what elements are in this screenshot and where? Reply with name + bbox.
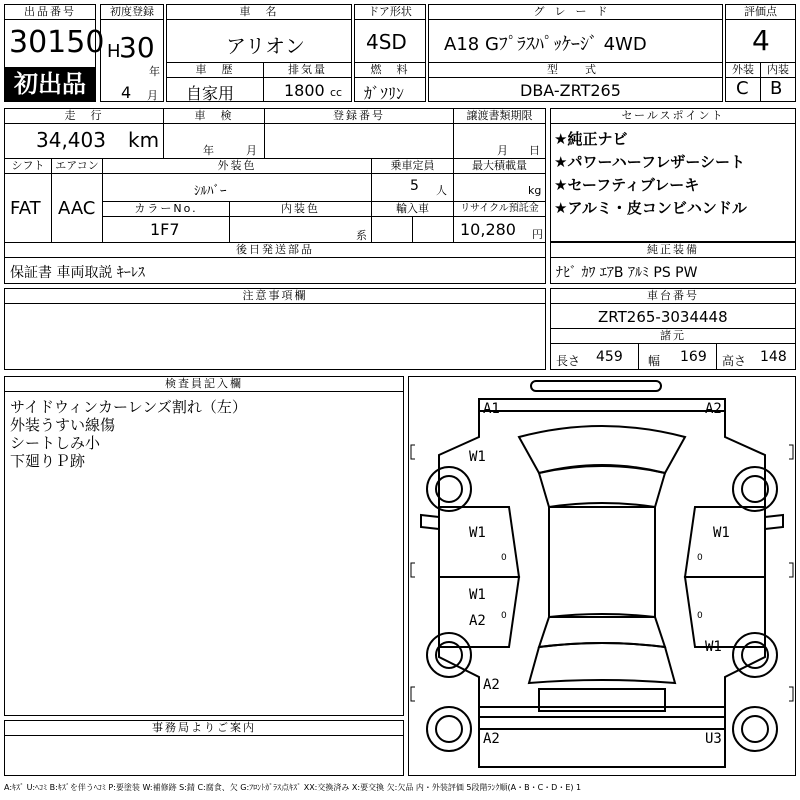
era: H	[107, 41, 121, 62]
notes-label: 注意事項欄	[4, 288, 546, 304]
fuel: ｶﾞｿﾘﾝ	[364, 84, 405, 103]
sales-point: ★アルミ・皮コンビハンドル	[554, 199, 747, 217]
ac: AAC	[58, 198, 96, 219]
shift: FAT	[10, 198, 41, 219]
length-label: 長さ	[556, 354, 581, 368]
sales-point: ★純正ナビ	[554, 130, 628, 148]
transfer-month-unit: 月	[497, 144, 508, 157]
mark-w1-left-door: W1	[469, 525, 486, 541]
model-label: 型 式	[428, 62, 723, 78]
int-color-label: 内装色	[229, 201, 372, 217]
specs-label: 諸元	[550, 328, 796, 344]
score-label: 評価点	[725, 4, 796, 20]
displacement-label: 排気量	[263, 62, 352, 78]
int-color-unit: 系	[356, 229, 367, 242]
load-label: 最大積載量	[453, 158, 546, 174]
exterior-label: 外装	[725, 62, 761, 78]
lot-number: 30150	[9, 25, 105, 60]
later-parts: 保証書 車両取説 ｷｰﾚｽ	[10, 265, 145, 281]
inspector-note: サイドウィンカーレンズ割れ（左）	[10, 398, 247, 416]
inspector-label: 検査員記入欄	[4, 376, 404, 392]
month-unit: 月	[147, 89, 158, 102]
recycle-label: リサイクル預託金	[453, 201, 546, 217]
width: 169	[680, 349, 707, 365]
height: 148	[760, 349, 787, 365]
grade: A18 Gﾌﾟﾗｽﾊﾟｯｹｰｼﾞ 4WD	[444, 34, 647, 55]
mark-zero: 0	[697, 611, 703, 621]
displacement: 1800	[284, 81, 325, 100]
inspector-note: 外装うすい線傷	[10, 416, 116, 434]
sales-points-label: セールスポイント	[550, 108, 796, 124]
legend: A:ｷｽﾞ U:ﾍｺﾐ B:ｷｽﾞを伴うﾍｺﾐ P:要塗装 W:補修跡 S:錆 C:腐食、欠 G:ﾌﾛﾝﾄｶﾞﾗｽ点ｷｽﾞ XX:交換済み X:要交換 欠:欠品 内・外装評価 5段階ﾗﾝｸ順(A・B・C・D・E) 1	[4, 783, 582, 792]
fuel-label: 燃 料	[354, 62, 426, 78]
lot-number-box	[4, 4, 105, 102]
chassis-label: 車台番号	[550, 288, 796, 304]
mark-a2-front-right: A2	[705, 401, 722, 417]
model: DBA-ZRT265	[520, 81, 621, 100]
ext-color: ｼﾙﾊﾞｰ	[194, 184, 227, 199]
mark-u3-rear-right: U3	[705, 731, 722, 747]
mark-a2-left-rear-door: A2	[469, 613, 486, 629]
mark-zero: 0	[501, 611, 507, 621]
mark-w1-right-door: W1	[713, 525, 730, 541]
inspector-note: シートしみ小	[10, 434, 101, 452]
mileage: 34,403	[36, 128, 106, 152]
office-label: 事務局よりご案内	[4, 720, 404, 736]
grade-label: グレード	[428, 4, 723, 20]
shift-label: シフト	[4, 158, 52, 174]
car-name: アリオン	[226, 34, 305, 58]
recycle-unit: 円	[532, 228, 543, 241]
ext-color-label: 外装色	[102, 158, 372, 174]
car-name-label: 車 名	[166, 4, 352, 20]
mark-a1: A1	[483, 401, 500, 417]
inspection-label: 車 検	[163, 108, 265, 124]
capacity-unit: 人	[436, 184, 447, 197]
inspection-year-unit: 年	[203, 144, 214, 157]
chassis-number: ZRT265-3034448	[598, 308, 728, 326]
mark-w1-left-rear-door: W1	[469, 587, 486, 603]
year: 30	[119, 31, 155, 64]
score: 4	[752, 24, 770, 57]
load-unit: kg	[528, 184, 542, 197]
transfer-label: 譲渡書類期限	[453, 108, 546, 124]
reg-no-label: 登録番号	[264, 108, 454, 124]
ac-label: エアコン	[51, 158, 103, 174]
mark-w1-front-left: W1	[469, 449, 486, 465]
color-no: 1F7	[150, 220, 180, 239]
history: 自家用	[186, 84, 235, 103]
capacity-label: 乗車定員	[371, 158, 454, 174]
displacement-unit: cc	[330, 86, 343, 99]
import-label: 輸入車	[371, 201, 454, 217]
history-label: 車 歴	[166, 62, 264, 78]
interior-score: B	[770, 78, 783, 99]
lot-number-label: 出品番号	[4, 4, 96, 20]
mark-zero: 0	[697, 553, 703, 563]
door: 4SD	[366, 30, 407, 54]
first-registration-box	[100, 4, 164, 102]
sales-point: ★セーフティブレーキ	[554, 176, 700, 194]
color-no-label: カラーNo.	[102, 201, 230, 217]
first-registration-label: 初度登録	[100, 4, 164, 20]
inspector-note: 下廻りＰ跡	[10, 452, 86, 470]
year-unit: 年	[149, 65, 160, 78]
mark-a2-left-quarter: A2	[483, 677, 500, 693]
length: 459	[596, 349, 623, 365]
mileage-unit: km	[128, 128, 160, 152]
condition-diagram	[408, 376, 796, 776]
car-outline	[409, 377, 795, 775]
door-label: ドア形状	[354, 4, 426, 20]
transfer-day-unit: 日	[529, 144, 540, 157]
sales-point: ★パワーハーフレザーシート	[554, 153, 746, 171]
later-parts-label: 後日発送部品	[4, 242, 546, 258]
height-label: 高さ	[722, 354, 747, 368]
interior-label: 内装	[760, 62, 796, 78]
recycle: 10,280	[460, 220, 516, 239]
equipment: ﾅﾋﾞ ｶﾜ ｴｱB ｱﾙﾐ PS PW	[556, 265, 698, 281]
equipment-label: 純正装備	[550, 242, 796, 258]
first-listing-badge: 初出品	[5, 67, 95, 101]
month: 4	[121, 83, 132, 102]
width-label: 幅	[648, 354, 661, 368]
capacity: 5	[410, 178, 419, 194]
exterior-score: C	[736, 78, 749, 99]
mark-zero: 0	[501, 553, 507, 563]
mark-a2-rear-left: A2	[483, 731, 500, 747]
mileage-label: 走 行	[4, 108, 164, 124]
mark-w1-right-quarter: W1	[705, 639, 722, 655]
inspection-month-unit: 月	[246, 144, 257, 157]
